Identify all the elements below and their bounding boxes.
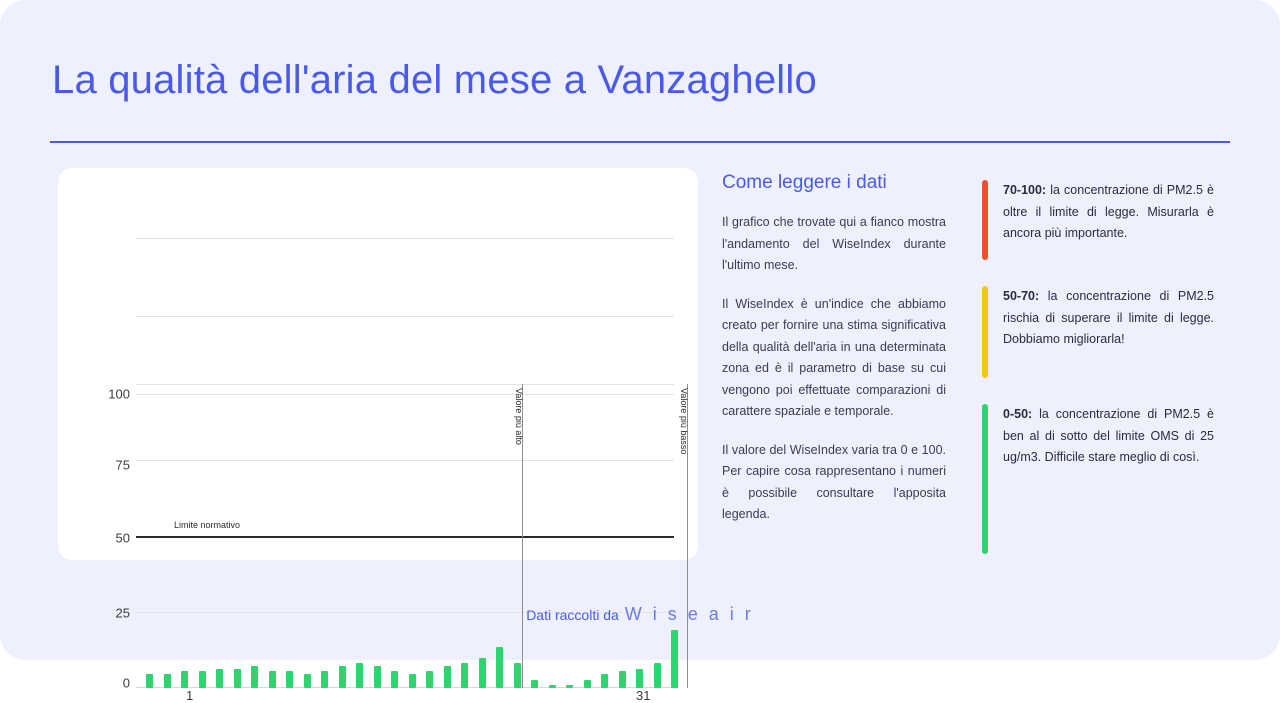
legend-item-medium: [982, 286, 1214, 378]
limite-normativo-label: Limite normativo: [174, 520, 241, 530]
bar: [566, 685, 573, 688]
valore-piu-alto-label: Valore più alto: [514, 388, 524, 445]
bar: [374, 666, 381, 688]
bar: [269, 671, 276, 688]
bar: [181, 671, 188, 688]
bar: [549, 685, 556, 688]
legend-color-bar-medium: [982, 286, 988, 378]
page-title: La qualità dell'aria del mese a Vanzaghello: [52, 58, 817, 102]
legend-item-low: [982, 404, 1214, 554]
legend-desc-medium: la concentrazione di PM2.5 rischia di superare il limite di legge. Dobbiamo migliorarla!: [1003, 289, 1214, 346]
legend-text-medium: [1003, 286, 1214, 378]
legend-range-high: 70-100:: [1003, 183, 1047, 197]
how-to-read-section: [722, 172, 946, 543]
bar: [251, 666, 258, 688]
bar: [426, 671, 433, 688]
legend-color-bar-high: [982, 180, 988, 260]
x-tick-last: 31: [636, 688, 651, 703]
legend-desc-high: la concentrazione di PM2.5 è oltre il limite di legge. Misurarla è ancora più importante.: [1003, 183, 1214, 240]
bar: [356, 663, 363, 688]
brand-wordmark: W i s e a i r: [624, 604, 754, 624]
bar: [199, 671, 206, 688]
bar-series: [136, 384, 674, 688]
y-tick-25: 25: [115, 605, 130, 621]
bar: [304, 674, 311, 688]
bar: [584, 680, 591, 688]
bar: [444, 666, 451, 688]
bar: [216, 669, 223, 688]
legend-text-high: [1003, 180, 1214, 260]
bar: [601, 674, 608, 688]
legend-text-low: [1003, 404, 1214, 554]
legend-range-medium: 50-70:: [1003, 289, 1040, 303]
y-axis: [68, 168, 130, 691]
y-tick-0: 0: [122, 675, 130, 691]
y-tick-75: 75: [115, 457, 130, 473]
how-to-read-paragraph-3: Il valore del WiseIndex varia tra 0 e 100. Per capire cosa rappresentano i numeri è possibile consultare l'apposita legenda.: [722, 442, 946, 521]
bar: [619, 671, 626, 688]
title-divider: [50, 141, 1230, 143]
legend-desc-low: la concentrazione di PM2.5 è ben al di sotto del limite OMS di 25 ug/m3. Difficile stare meglio di così.: [1003, 407, 1214, 464]
bar: [671, 630, 678, 688]
bar: [339, 666, 346, 688]
legend-item-high: [982, 180, 1214, 260]
gridline-25-upper: [136, 238, 674, 239]
bar: [286, 671, 293, 688]
how-to-read-heading: Come leggere i dati: [722, 172, 887, 193]
bar: [531, 680, 538, 688]
footer-text: Dati raccolti da: [526, 607, 619, 623]
bar: [321, 671, 328, 688]
y-tick-50: 50: [115, 530, 130, 546]
bar: [654, 663, 661, 688]
y-tick-100: 100: [108, 386, 130, 402]
bar: [496, 647, 503, 688]
x-tick-first: 1: [186, 688, 194, 703]
bar: [479, 658, 486, 688]
legend-range-low: 0-50:: [1003, 407, 1033, 421]
bar: [391, 671, 398, 688]
legend-color-bar-low: [982, 404, 988, 554]
valore-piu-basso-label: Valore più basso: [679, 388, 689, 455]
bar: [164, 674, 171, 688]
bar: [514, 663, 521, 688]
bar: [636, 669, 643, 688]
bar: [146, 674, 153, 688]
gridline-75: [136, 316, 674, 317]
footer: [0, 604, 1280, 625]
how-to-read-paragraph-2: Il WiseIndex è un'indice che abbiamo creato per fornire una stima significativa della qualità dell'aria in una determinata zona ed è il parametro di base su cui vengono poi effettuate comparazioni di carattere spaziale e temporale.: [722, 296, 946, 418]
how-to-read-paragraph-1: Il grafico che trovate qui a fianco mostra l'andamento del WiseIndex durante l'ultimo mese.: [722, 215, 946, 272]
bar: [409, 674, 416, 688]
bar: [234, 669, 241, 688]
bar: [461, 663, 468, 688]
legend-section: [982, 180, 1214, 580]
